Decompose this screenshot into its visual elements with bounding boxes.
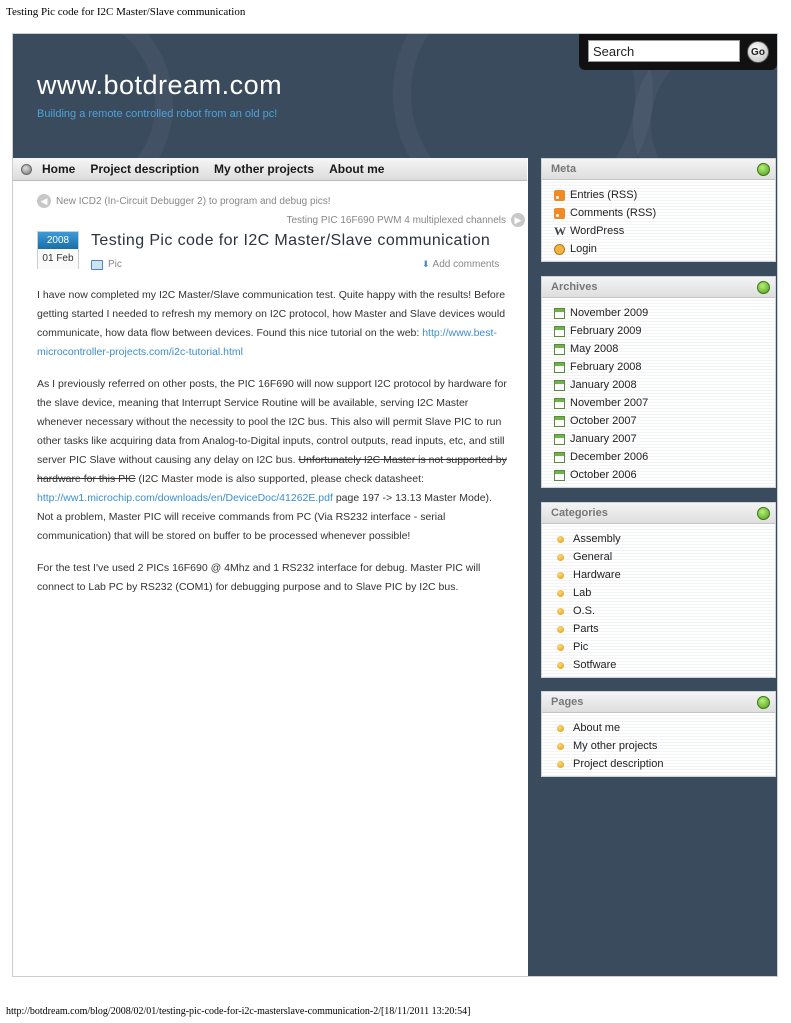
bullet-icon: [557, 761, 564, 768]
category-item-label[interactable]: Pic: [573, 641, 589, 653]
post-date-badge: [37, 231, 79, 269]
archives-widget-title: [542, 277, 775, 298]
bullet-icon: [557, 572, 564, 579]
category-item-label[interactable]: Assembly: [573, 533, 621, 545]
archive-item-label[interactable]: January 2007: [570, 433, 637, 445]
categories-widget-title: [542, 503, 775, 524]
archive-item[interactable]: [554, 394, 775, 412]
category-item[interactable]: [554, 656, 775, 674]
pages-widget: [541, 691, 776, 777]
bullet-icon: [557, 662, 564, 669]
meta-item-login[interactable]: [554, 240, 775, 258]
post-category: [91, 259, 122, 270]
site-header: [13, 34, 777, 158]
post-text: page 197 -> 13.13 Master Mode). Not a problem, Master PIC will receive commands from PC (Via RS232 interface - serial communication) that will be stored on buffer to be processed whenever possible!: [37, 492, 492, 542]
calendar-icon: [554, 380, 565, 391]
print-page-url: http://botdream.com/blog/2008/02/01/testing-pic-code-for-i2c-masterslave-communication-2/[18/11/2011 13:20:54]: [6, 1006, 471, 1017]
category-item[interactable]: [554, 530, 775, 548]
datasheet-link[interactable]: http://ww1.microchip.com/downloads/en/DeviceDoc/41262E.pdf: [37, 492, 333, 504]
archive-item-label[interactable]: January 2008: [570, 379, 637, 391]
calendar-icon: [554, 362, 565, 373]
login-icon: [554, 244, 565, 255]
page-item-label[interactable]: My other projects: [573, 740, 658, 752]
bullet-icon: [557, 590, 564, 597]
widget-title-label: Categories: [551, 507, 608, 519]
pages-widget-title: [542, 692, 775, 713]
rss-icon: [554, 208, 565, 219]
archive-item[interactable]: [554, 376, 775, 394]
add-comments-label[interactable]: Add comments: [432, 259, 500, 270]
widget-status-icon: [757, 163, 770, 176]
archive-item-label[interactable]: October 2006: [570, 469, 637, 481]
page-frame: [12, 33, 778, 977]
nav-item-project-description[interactable]: Project description: [90, 162, 200, 176]
meta-item-label[interactable]: Entries (RSS): [570, 189, 638, 201]
bullet-icon: [557, 554, 564, 561]
calendar-icon: [554, 452, 565, 463]
arrow-left-icon: ◀: [37, 194, 51, 208]
calendar-icon: [554, 326, 565, 337]
calendar-icon: [554, 434, 565, 445]
arrow-down-icon: ⬇: [422, 259, 430, 269]
archive-item-label[interactable]: November 2009: [570, 307, 649, 319]
tutorial-link[interactable]: http://www.best-microcontroller-projects.com/i2c-tutorial.html: [37, 327, 497, 358]
archive-item[interactable]: [554, 430, 775, 448]
bullet-icon: [557, 644, 564, 651]
site-tagline: Building a remote controlled robot from an old pc!: [37, 108, 278, 120]
post-text: For the test I've used 2 PICs 16F690 @ 4Mhz and 1 RS232 interface for debug. Master PIC will connect to Lab PC by RS232 (COM1) for debugging purpose and to Slave PIC by I2C bus.: [37, 562, 481, 593]
meta-item-comments-rss[interactable]: [554, 204, 775, 222]
post-date-day: 01 Feb: [38, 249, 78, 269]
category-item-label[interactable]: General: [573, 551, 613, 563]
category-item-label[interactable]: Parts: [573, 623, 599, 635]
previous-post-label[interactable]: New ICD2 (In-Circuit Debugger 2) to program and debug pics!: [56, 195, 331, 207]
meta-widget: [541, 158, 776, 262]
arrow-right-icon: ▶: [511, 213, 525, 227]
post-paragraph: [37, 559, 509, 597]
archive-item[interactable]: [554, 304, 775, 322]
page-item[interactable]: [554, 737, 775, 755]
post-body: [37, 286, 509, 610]
main-navigation: [13, 158, 527, 181]
category-item[interactable]: [554, 584, 775, 602]
archive-item-label[interactable]: October 2007: [570, 415, 637, 427]
wordpress-icon: W: [554, 223, 566, 238]
bullet-icon: [557, 743, 564, 750]
search-box: [579, 34, 777, 70]
archive-item-label[interactable]: December 2006: [570, 451, 649, 463]
calendar-icon: [554, 416, 565, 427]
category-item[interactable]: [554, 566, 775, 584]
add-comments-link[interactable]: [422, 259, 499, 270]
calendar-icon: [554, 398, 565, 409]
archive-item[interactable]: [554, 448, 775, 466]
widget-title-label: Archives: [551, 281, 598, 293]
post-title[interactable]: Testing Pic code for I2C Master/Slave communication: [91, 232, 491, 249]
category-item[interactable]: [554, 602, 775, 620]
category-item[interactable]: [554, 620, 775, 638]
widget-status-icon: [757, 507, 770, 520]
bullet-icon: [557, 725, 564, 732]
page-item-label[interactable]: About me: [573, 722, 621, 734]
page-item[interactable]: [554, 755, 775, 773]
archive-item-label[interactable]: November 2007: [570, 397, 649, 409]
archive-item-label[interactable]: February 2008: [570, 361, 642, 373]
meta-item-label[interactable]: Login: [570, 243, 597, 255]
archive-item[interactable]: [554, 358, 775, 376]
next-post-label[interactable]: Testing PIC 16F690 PWM 4 multiplexed channels: [286, 214, 506, 226]
nav-item-about-me[interactable]: About me: [329, 162, 385, 176]
bullet-icon: [557, 626, 564, 633]
bullet-icon: [557, 608, 564, 615]
site-title[interactable]: www.botdream.com: [37, 70, 283, 100]
category-item[interactable]: [554, 638, 775, 656]
meta-item-wordpress[interactable]: [554, 222, 775, 240]
next-post-link[interactable]: [286, 213, 525, 227]
post-text: (I2C Master mode is also supported, please check datasheet:: [135, 473, 424, 485]
page-item[interactable]: [554, 719, 775, 737]
archive-item-label[interactable]: February 2009: [570, 325, 642, 337]
meta-item-entries-rss[interactable]: [554, 186, 775, 204]
nav-item-my-other-projects[interactable]: My other projects: [214, 162, 315, 176]
meta-list: [542, 180, 775, 261]
archive-item[interactable]: [554, 322, 775, 340]
calendar-icon: [554, 344, 565, 355]
post-date-year: 2008: [38, 232, 78, 249]
post-text: I have now completed my I2C Master/Slave communication test. Quite happy with the results! Before getting started I needed to refresh my memory on I2C protocol, how Master and Slave devices would communicate, how data flow between devices. Found this nice tutorial on the web:: [37, 289, 506, 339]
post-text: As I previously referred on other posts, the PIC 16F690 will now support I2C protocol by hardware for the slave device, meaning that Interrupt Service Routine will be available, serving I2C Master whenever necessary without the necessity to pool the I2C bus. This also will permit Slave PIC to run other tasks like acquiring data from Analog-to-Digital inputs, control outputs, read inputs, etc, and still server PIC Slave without causing any delay on I2C bus.: [37, 378, 507, 466]
categories-list: [542, 524, 775, 677]
category-item-label[interactable]: O.S.: [573, 605, 596, 617]
pages-list: [542, 713, 775, 776]
rss-icon: [554, 190, 565, 201]
category-item-label[interactable]: Sotfware: [573, 659, 617, 671]
search-go-button[interactable]: Go: [747, 41, 769, 63]
category-item-label[interactable]: Hardware: [573, 569, 621, 581]
archive-item[interactable]: [554, 340, 775, 358]
widget-status-icon: [757, 696, 770, 709]
struck-text: Unfortunately I2C Master is not supported by hardware for this PIC: [37, 454, 507, 485]
calendar-icon: [554, 470, 565, 481]
nav-item-home[interactable]: Home: [42, 162, 76, 176]
archives-widget: [541, 276, 776, 488]
categories-widget: [541, 502, 776, 678]
archive-item-label[interactable]: May 2008: [570, 343, 619, 355]
page-item-label[interactable]: Project description: [573, 758, 664, 770]
archive-item[interactable]: [554, 412, 775, 430]
widget-status-icon: [757, 281, 770, 294]
nav-bullet-icon: [21, 164, 32, 175]
meta-widget-title: [542, 159, 775, 180]
archive-item[interactable]: [554, 466, 775, 484]
meta-item-label[interactable]: WordPress: [570, 225, 625, 237]
bullet-icon: [557, 536, 564, 543]
widget-title-label: Pages: [551, 696, 584, 708]
post-paragraph: [37, 375, 509, 546]
category-item[interactable]: [554, 548, 775, 566]
archives-list: [542, 298, 775, 487]
folder-icon: [91, 260, 103, 270]
category-item-label[interactable]: Lab: [573, 587, 592, 599]
calendar-icon: [554, 308, 565, 319]
search-input[interactable]: [588, 40, 740, 62]
meta-item-label[interactable]: Comments (RSS): [570, 207, 657, 219]
widget-title-label: Meta: [551, 163, 577, 175]
previous-post-link[interactable]: [37, 194, 331, 208]
post-paragraph: [37, 286, 509, 362]
print-page-title: Testing Pic code for I2C Master/Slave communication: [6, 6, 246, 18]
post-category-link[interactable]: Pic: [108, 259, 122, 270]
